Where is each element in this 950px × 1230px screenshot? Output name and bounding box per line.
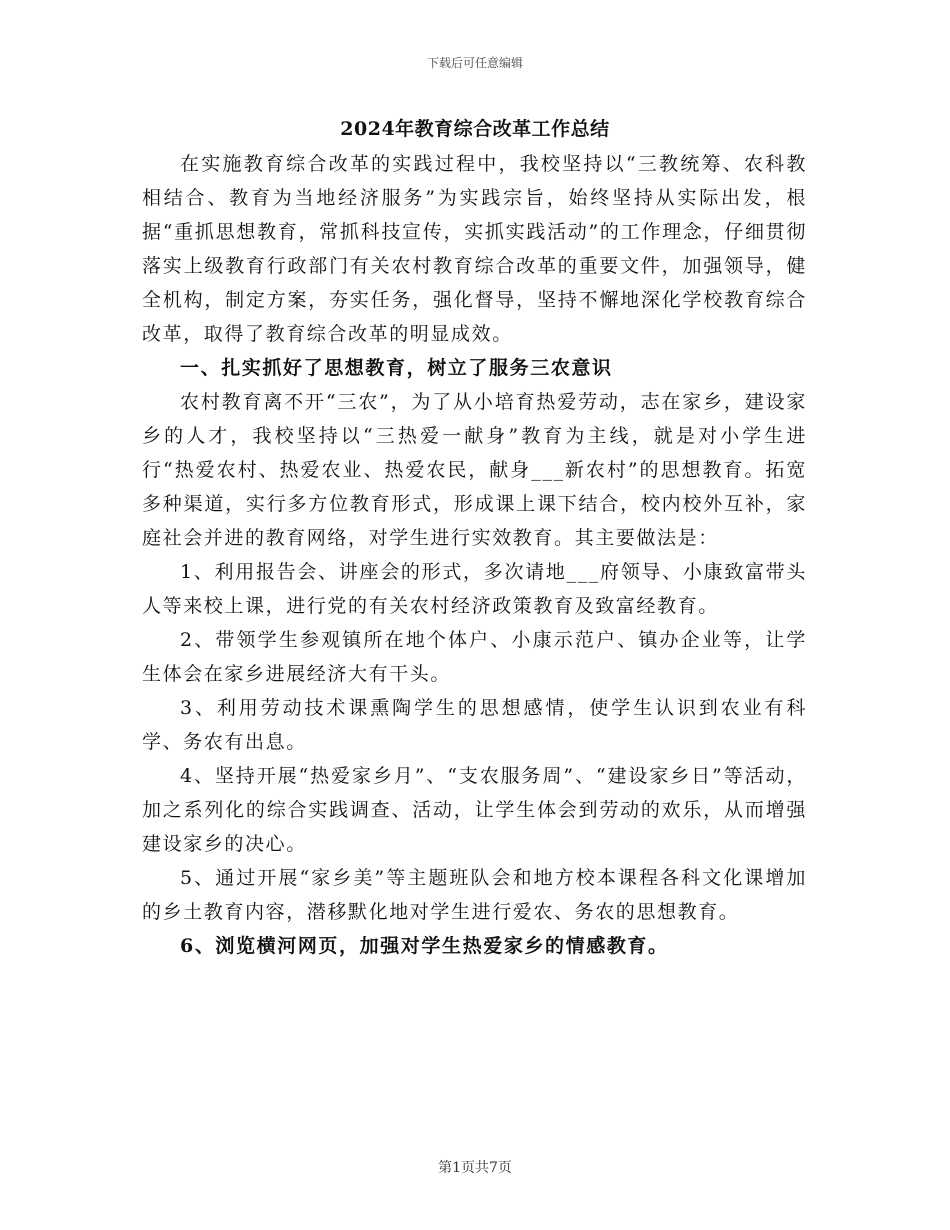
list-item-2: 2、带领学生参观镇所在地个体户、小康示范户、镇办企业等，让学生体会在家乡进展经济大有干头。 bbox=[142, 629, 807, 685]
document-title: 2024年教育综合改革工作总结 bbox=[340, 118, 610, 140]
list-item-5: 5、通过开展“家乡美”等主题班队会和地方校本课程各科文化课增加的乡土教育内容，潜移默化地对学生进行爱农、务农的思想教育。 bbox=[142, 867, 807, 923]
page-number-footer: 第1页共7页 bbox=[438, 1160, 512, 1176]
section-heading-1: 一、扎实抓好了思想教育，树立了服务三农意识 bbox=[180, 357, 613, 379]
list-item-3: 3、利用劳动技术课熏陶学生的思想感情，使学生认识到农业有科学、务农有出息。 bbox=[142, 697, 807, 753]
document-body bbox=[142, 147, 807, 963]
page-header-note: 下载后可任意编辑 bbox=[426, 56, 523, 70]
list-item-4: 4、坚持开展“热爱家乡月”、“支农服务周”、“建设家乡日”等活动，加之系列化的综合实践调查、活动，让学生体会到劳动的欢乐，从而增强建设家乡的决心。 bbox=[142, 765, 807, 855]
list-item-1: 1、利用报告会、讲座会的形式，多次请地___府领导、小康致富带头人等来校上课，进行党的有关农村经济政策教育及致富经教育。 bbox=[142, 561, 807, 617]
intro-paragraph: 在实施教育综合改革的实践过程中，我校坚持以“三教统筹、农科教相结合、教育为当地经济服务”为实践宗旨，始终坚持从实际出发，根据“重抓思想教育，常抓科技宣传，实抓实践活动”的工作理念，仔细贯彻落实上级教育行政部门有关农村教育综合改革的重要文件，加强领导，健全机构，制定方案，夯实任务，强化督导，坚持不懈地深化学校教育综合改革，取得了教育综合改革的明显成效。 bbox=[142, 153, 807, 345]
body-paragraph: 农村教育离不开“三农”，为了从小培育热爱劳动，志在家乡，建设家乡的人才，我校坚持以“三热爱一献身”教育为主线，就是对小学生进行“热爱农村、热爱农业、热爱农民，献身___新农村”的思想教育。拓宽多种渠道，实行多方位教育形式，形成课上课下结合，校内校外互补，家庭社会并进的教育网络，对学生进行实效教育。其主要做法是： bbox=[142, 391, 807, 549]
list-item-6: 6、浏览横河网页，加强对学生热爱家乡的情感教育。 bbox=[180, 935, 669, 957]
